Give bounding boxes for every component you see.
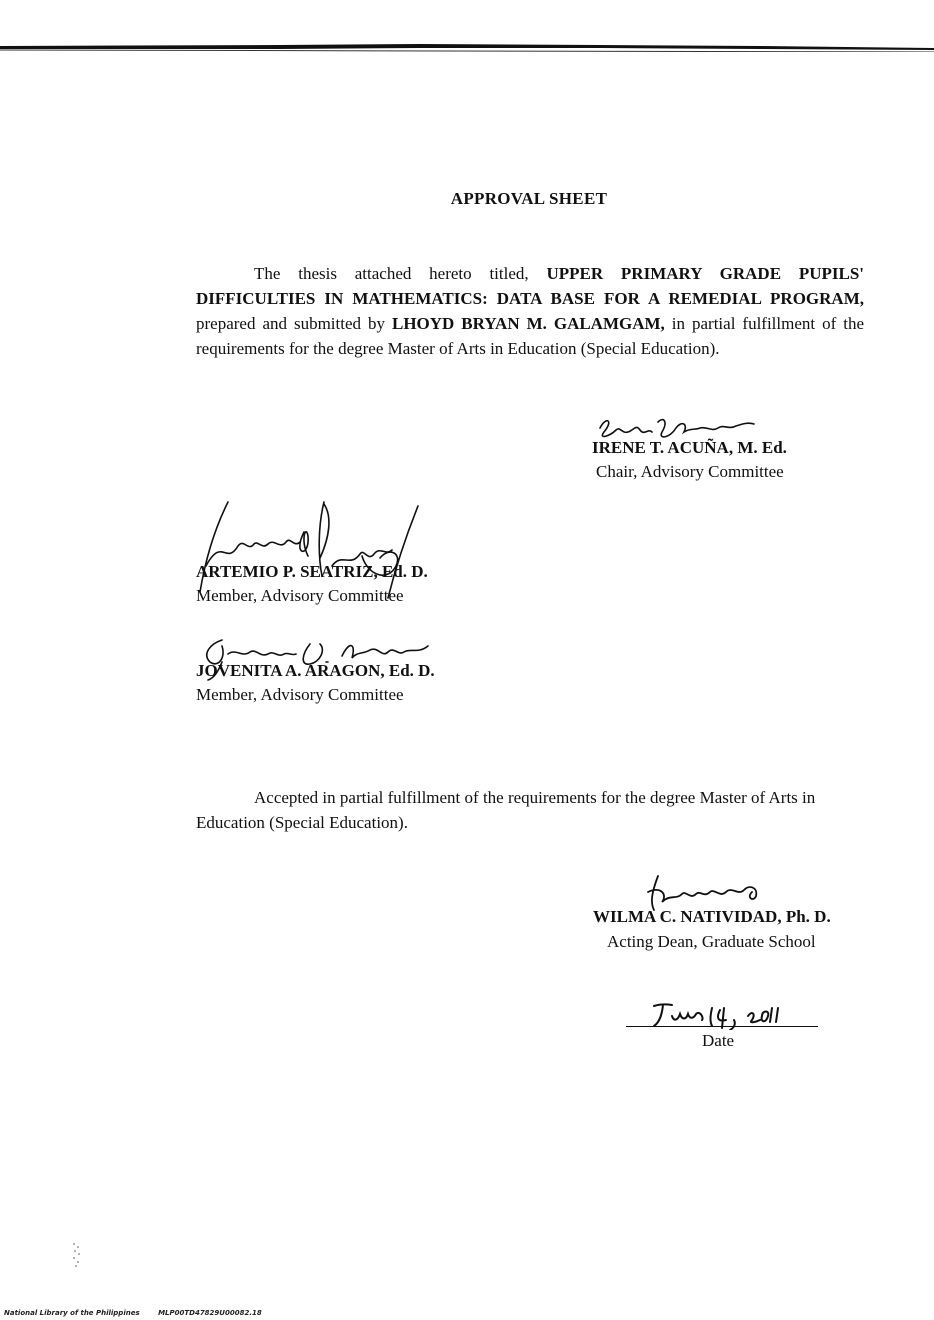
dean-role: Acting Dean, Graduate School [607, 932, 816, 951]
date-line [626, 1026, 818, 1027]
thesis-title: UPPER PRIMARY GRADE PUPILS' DIFFICULTIES IN MATHEMATICS: DATA BASE FOR A REMEDIAL PROGRAM, [196, 264, 865, 308]
intro-tail: in partial fulfillment of the requirements for the degree Master of Arts in Education (Special Education). [196, 314, 864, 358]
footer-library: National Library of the Philippines [4, 1309, 140, 1317]
dean-name: WILMA C. NATIVIDAD, Ph. D. [593, 907, 831, 926]
page-title: APPROVAL SHEET [450, 189, 608, 208]
library-footer [4, 1309, 262, 1317]
member1-name: ARTEMIO P. SEATRIZ, Ed. D. [196, 562, 428, 581]
date-label: Date [702, 1031, 735, 1050]
acceptance-paragraph [196, 785, 860, 835]
chair-name: IRENE T. ACUÑA, M. Ed. [592, 438, 787, 457]
acceptance-text: Accepted in partial fulfillment of the requirements for the degree Master of Arts in Education (Special Education). [196, 788, 816, 832]
member2-name: JOVENITA A. ARAGON, Ed. D. [196, 661, 435, 680]
member1-role: Member, Advisory Committee [196, 586, 404, 605]
dean-signature [640, 872, 780, 912]
intro-middle: prepared and submitted by [196, 314, 385, 333]
intro-lead: The thesis attached hereto titled, [254, 264, 529, 283]
member2-role: Member, Advisory Committee [196, 685, 404, 704]
thesis-author: LHOYD BRYAN M. GALAMGAM, [391, 314, 665, 333]
scan-border-bar [0, 40, 934, 52]
chair-role: Chair, Advisory Committee [596, 462, 784, 481]
footer-code: MLP00TD47829U00082.18 [158, 1309, 262, 1317]
scan-specks [70, 1240, 86, 1270]
intro-paragraph [196, 261, 864, 361]
